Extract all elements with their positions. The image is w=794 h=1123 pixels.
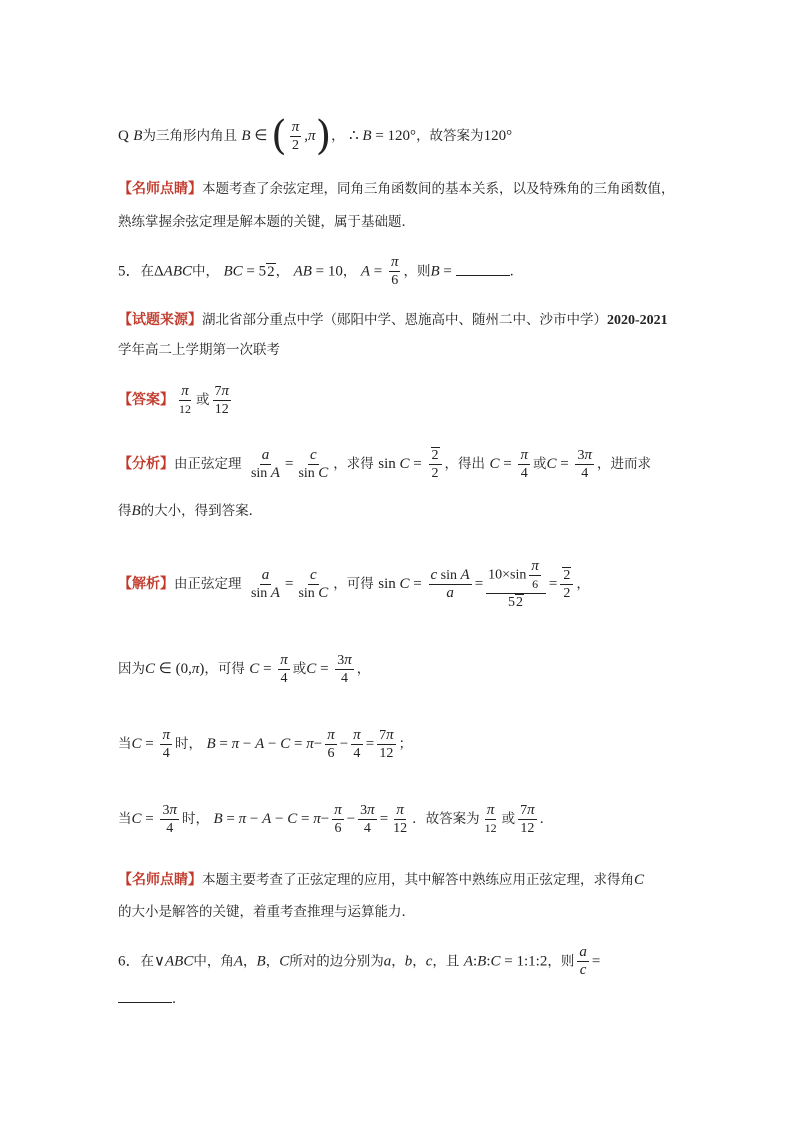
teacher-note-1: 【名师点睛】本题考查了余弦定理，同角三角函数间的基本关系，以及特殊角的三角函数值， bbox=[118, 181, 675, 197]
question-source-cont: 学年高二上学期第一次联考 bbox=[118, 342, 280, 358]
answer-line: 【答案】 $\frac{\pi}{12}$ 或 $\frac{7\pi}{12}$ bbox=[118, 382, 230, 417]
teacher-note-1-cont: 熟练掌握余弦定理是解本题的关键，属于基础题． bbox=[118, 214, 415, 230]
question-5: 5．在ΔABC中， BC = 52， AB = 10， A = $\frac{\pi}{6}$ ，则B = ． bbox=[118, 254, 524, 288]
solution-line: 【解析】由正弦定理 $\frac{a}{\text{sin A}}$ = $\frac{c}{\text{sin C}}$ ，可得 sin C = $\frac{\text{c sin A}}{a}$ = 10×sin $\frac{\pi}{6}$ 52 = $\frac{2}{2}$ ， bbox=[118, 557, 590, 610]
case-2-line: 当C = $\frac{3\pi}{4}$ 时， B = π − A − C = π− $\frac{\pi}{6}$ − $\frac{3\pi}{4}$ = $\frac{\pi}{12}$ ．故答案为 $\frac{\pi}{12}$ 或 $\frac{7\pi}{12}$ ． bbox=[118, 801, 554, 836]
analysis-line-cont: 得B的大小，得到答案． bbox=[118, 503, 263, 519]
because-symbol: Q bbox=[118, 128, 129, 144]
line-b-range: Q B为三角形内角且 B ∈ ( $\frac{\pi}{2}$ ,π)， ∴ B = 120°，故答案为120° bbox=[118, 113, 513, 159]
answer-blank[interactable] bbox=[456, 261, 510, 276]
question-6: 6．在∨ABC中，角A，B，C所对的边分别为a，b，c，且 A:B:C = 1:1:2，则 $\frac{a}{c}$ = bbox=[118, 944, 601, 978]
because-line: 因为C ∈ (0,π)，可得 C = $\frac{\pi}{4}$ 或C = $\frac{3\pi}{4}$ ， bbox=[118, 651, 371, 686]
question-6-blank-line: ． bbox=[118, 988, 724, 1010]
note-tag: 【名师点睛】 bbox=[118, 181, 202, 197]
teacher-note-2-cont: 的大小是解答的关键，着重考查推理与运算能力． bbox=[118, 904, 415, 920]
teacher-note-2: 【名师点睛】本题主要考查了正弦定理的应用，其中解答中熟练应用正弦定理，求得角C bbox=[118, 872, 645, 888]
question-source: 【试题来源】湖北省部分重点中学（郧阳中学、恩施高中、随州二中、沙市中学）2020-2021 bbox=[118, 312, 668, 328]
answer-blank-6[interactable] bbox=[118, 988, 172, 1003]
case-1-line: 当C = $\frac{\pi}{4}$ 时， B = π − A − C = π− $\frac{\pi}{6}$ − $\frac{\pi}{4}$ = $\frac{7\pi}{12}$ ； bbox=[118, 726, 413, 761]
analysis-line: 【分析】由正弦定理 $\frac{a}{\text{sin A}}$ = $\frac{c}{\text{sin C}}$ ，求得 sin C = $\frac{2}{2}$ ，得出 C = $\frac{\pi}{4}$ 或C = $\frac{3\pi}{4}$ ，进而求 bbox=[118, 446, 651, 481]
